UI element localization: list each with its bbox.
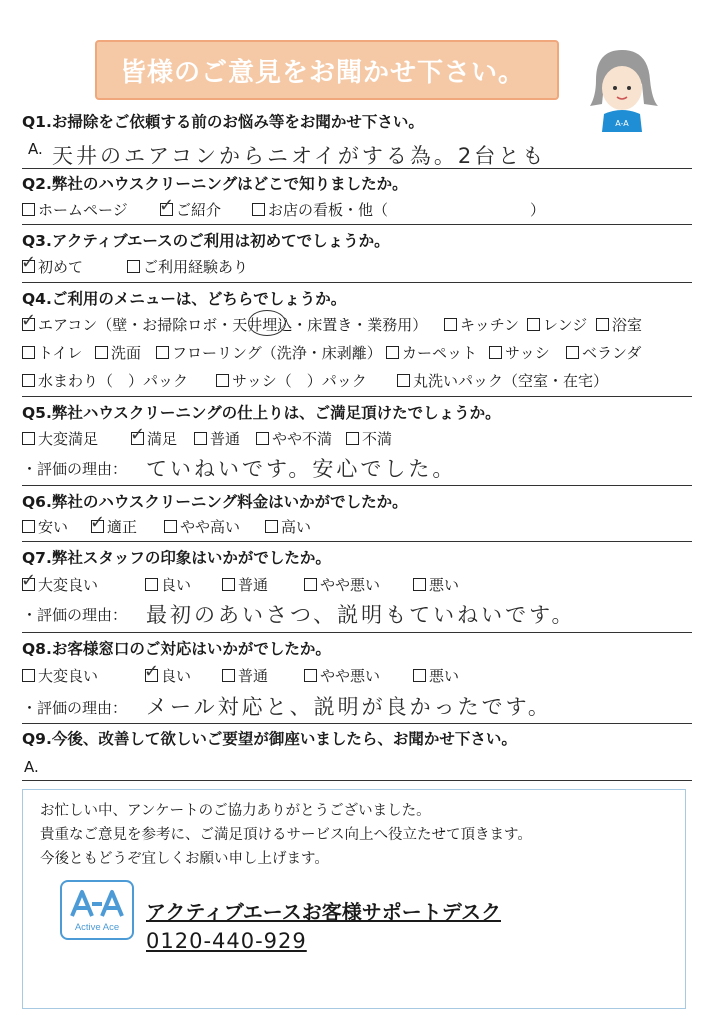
check-mark-icon: ✓ [21, 570, 37, 591]
check-mark-icon: ✓ [130, 424, 146, 445]
checkbox-checked[interactable] [21, 310, 37, 331]
checkbox[interactable] [127, 260, 140, 273]
checkbox[interactable] [22, 346, 35, 359]
q1-prefix: A. [28, 140, 43, 158]
q4-option-range[interactable]: レンジ [527, 314, 587, 335]
q2-option-other[interactable]: お店の看板・他（ [252, 199, 388, 220]
divider [22, 282, 692, 283]
checkbox[interactable] [164, 520, 177, 533]
divider [22, 780, 692, 781]
checkbox[interactable] [413, 578, 426, 591]
q4-option-sash-pack[interactable]: サッシ（ ）パック [216, 370, 367, 391]
checkbox[interactable] [22, 432, 35, 445]
checkbox[interactable] [194, 432, 207, 445]
support-phone[interactable]: 0120-440-929 [146, 929, 307, 953]
q9-prefix: A. [24, 758, 39, 776]
q7-option-bit-bad[interactable]: やや悪い [304, 574, 380, 595]
q4-option-water-pack[interactable]: 水まわり（ ）パック [22, 370, 188, 391]
checkbox[interactable] [386, 346, 399, 359]
checkbox[interactable] [256, 432, 269, 445]
q6-option-cheap[interactable]: 安い [22, 516, 68, 537]
checkbox[interactable] [397, 374, 410, 387]
q7-question: Q7.弊社スタッフの印象はいかがでしたか。 [22, 549, 331, 567]
checkbox[interactable] [489, 346, 502, 359]
checkbox[interactable] [346, 432, 359, 445]
q4-question: Q4.ご利用のメニューは、どちらでしょうか。 [22, 290, 347, 308]
divider [22, 168, 692, 169]
q6-option-expensive[interactable]: 高い [265, 516, 311, 537]
q4-option-whole-pack[interactable]: 丸洗いパック（空室・在宅） [397, 370, 608, 391]
q8-reason-label: ・評価の理由： [22, 699, 128, 717]
divider [22, 632, 692, 633]
checkbox[interactable] [566, 346, 579, 359]
checkbox[interactable] [156, 346, 169, 359]
q6-option-bit-expensive[interactable]: やや高い [164, 516, 240, 537]
footer-message: 貴重なご意見を参考に、ご満足頂けるサービス向上へ役立たせて頂きます。 [40, 827, 532, 843]
q3-question: Q3.アクティブエースのご利用は初めてでしょうか。 [22, 232, 390, 250]
q8-option-normal[interactable]: 普通 [222, 665, 268, 686]
support-desk-title: アクティブエースお客様サポートデスク [146, 900, 501, 924]
checkbox[interactable] [304, 578, 317, 591]
q8-option-bit-bad[interactable]: やや悪い [304, 665, 380, 686]
q4-option-toilet[interactable]: トイレ [22, 342, 82, 363]
q2-question: Q2.弊社のハウスクリーニングはどこで知りましたか。 [22, 175, 408, 193]
checkbox[interactable] [413, 669, 426, 682]
circled-ceiling-mark [248, 310, 286, 336]
checkbox-checked[interactable] [144, 661, 160, 682]
q4-option-washroom[interactable]: 洗面 [95, 342, 141, 363]
q6-question: Q6.弊社のハウスクリーニング料金はいかがでしたか。 [22, 493, 408, 511]
checkbox[interactable] [22, 520, 35, 533]
q5-option-satisfied[interactable]: ✓ 満足 [130, 424, 178, 448]
check-mark-icon: ✓ [90, 512, 106, 533]
checkbox[interactable] [22, 669, 35, 682]
divider [22, 723, 692, 724]
checkbox-checked[interactable] [130, 424, 146, 445]
q8-reason: メール対応と、説明が良かったです。 [146, 695, 552, 719]
checkbox[interactable] [304, 669, 317, 682]
q8-option-good[interactable]: ✓ 良い [144, 661, 192, 685]
q3-option-first[interactable]: ✓ 初めて [21, 252, 84, 276]
check-mark-icon: ✓ [144, 661, 160, 682]
q7-option-bad[interactable]: 悪い [413, 574, 459, 595]
q7-option-good[interactable]: 良い [145, 574, 191, 595]
q4-option-aircon[interactable]: ✓ エアコン（壁・お掃除ロボ・天井埋込・床置き・業務用） [21, 310, 428, 334]
q4-option-carpet[interactable]: カーペット [386, 342, 477, 363]
checkbox[interactable] [265, 520, 278, 533]
q3-option-experienced[interactable]: ご利用経験あり [127, 256, 248, 277]
q4-option-sash[interactable]: サッシ [489, 342, 550, 363]
checkbox[interactable] [216, 374, 229, 387]
active-ace-logo [60, 880, 134, 940]
q8-option-bad[interactable]: 悪い [413, 665, 459, 686]
logo-text: Active Ace [74, 922, 120, 933]
footer-thanks: お忙しい中、アンケートのご協力ありがとうございました。 [40, 803, 431, 819]
divider [22, 396, 692, 397]
q7-reason: 最初のあいさつ、説明もていねいです。 [146, 603, 576, 627]
q5-option-unsatisfied[interactable]: 不満 [346, 428, 392, 449]
page-title: 皆様のご意見をお聞かせ下さい。 [120, 58, 526, 88]
q1-question: Q1.お掃除をご依頼する前のお悩み等をお聞かせ下さい。 [22, 113, 424, 131]
checkbox-checked[interactable] [90, 512, 106, 533]
footer-closing: 今後ともどうぞ宜しくお願い申し上げます。 [40, 851, 329, 867]
q7-option-very-good[interactable]: ✓ 大変良い [21, 570, 99, 594]
checkbox[interactable] [222, 578, 235, 591]
q8-question: Q8.お客様窓口のご対応はいかがでしたか。 [22, 640, 331, 658]
q9-question: Q9.今後、改善して欲しいご要望が御座いましたら、お聞かせ下さい。 [22, 730, 517, 748]
checkbox[interactable] [222, 669, 235, 682]
divider [22, 485, 692, 486]
checkbox[interactable] [22, 203, 35, 216]
q5-question: Q5.弊社ハウスクリーニングの仕上りは、ご満足頂けたでしょうか。 [22, 404, 501, 422]
check-mark-icon: ✓ [21, 310, 37, 331]
q4-option-flooring[interactable]: フローリング（洗浄・床剥離） [156, 342, 382, 363]
q5-option-very-satisfied[interactable]: 大変満足 [22, 428, 98, 449]
checkbox[interactable] [95, 346, 108, 359]
q2-option-referral[interactable]: ✓ ご紹介 [159, 195, 222, 219]
q5-option-normal[interactable]: 普通 [194, 428, 240, 449]
q8-option-very-good[interactable]: 大変良い [22, 665, 98, 686]
divider [22, 541, 692, 542]
checkbox[interactable] [527, 318, 540, 331]
q7-option-normal[interactable]: 普通 [222, 574, 268, 595]
checkbox-checked[interactable] [21, 252, 37, 273]
q2-option-homepage[interactable]: ホームページ [22, 199, 128, 220]
q4-option-veranda[interactable]: ベランダ [566, 342, 641, 363]
check-mark-icon: ✓ [159, 195, 175, 216]
q6-option-fair[interactable]: ✓ 適正 [90, 512, 138, 536]
checkbox[interactable] [596, 318, 609, 331]
checkbox[interactable] [252, 203, 265, 216]
checkbox[interactable] [22, 374, 35, 387]
checkbox-checked[interactable] [159, 195, 175, 216]
q5-reason: ていねいです。安心でした。 [146, 457, 457, 481]
q5-option-slightly-unsatisfied[interactable]: やや不満 [256, 428, 332, 449]
q4-option-bath[interactable]: 浴室 [596, 314, 642, 335]
checkbox[interactable] [145, 578, 158, 591]
staff-avatar-icon [578, 40, 662, 132]
divider [22, 224, 692, 225]
svg-text:A-A: A-A [615, 119, 629, 128]
q4-option-kitchen[interactable]: キッチン [444, 314, 519, 335]
q5-reason-label: ・評価の理由： [22, 460, 128, 478]
q2-other-close: ） [530, 201, 546, 219]
q7-reason-label: ・評価の理由： [22, 606, 128, 624]
q1-answer: 天井のエアコンからニオイがする為。2台とも [52, 144, 547, 168]
check-mark-icon: ✓ [21, 252, 37, 273]
checkbox-checked[interactable] [21, 570, 37, 591]
checkbox[interactable] [444, 318, 457, 331]
